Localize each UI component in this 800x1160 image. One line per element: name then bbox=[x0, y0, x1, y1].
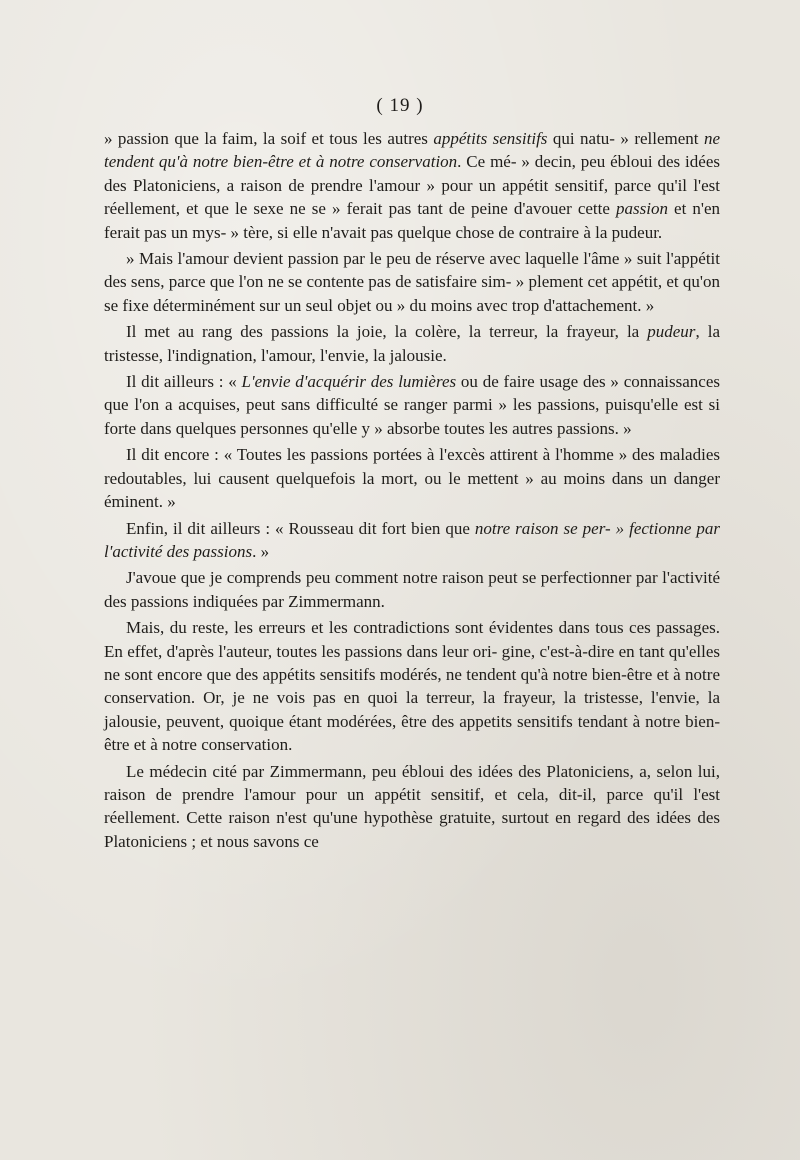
paragraph bbox=[104, 566, 720, 613]
body-text bbox=[104, 127, 720, 856]
text-run: » Mais l'amour devient passion par le peu de réserve avec laquelle l'âme » suit l'appétit des sens, parce que l'on ne se contente pas de satisfaire sim- » plement cet appétit, et qu'on se fixe déterminément sur un seul objet ou » du moins avec trop d'attachement. » bbox=[104, 249, 720, 315]
paragraph bbox=[104, 247, 720, 317]
text-run: Il dit encore : « Toutes les passions portées à l'excès attirent à l'homme » des maladies redoutables, lui causent quelquefois la mort, ou le mettent » au moins dans un danger éminent. » bbox=[104, 445, 720, 512]
paragraph bbox=[104, 320, 720, 367]
text-run: Enfin, il dit ailleurs : « Rousseau dit fort bien que bbox=[126, 518, 475, 538]
text-run: qui natu- » rellement bbox=[547, 129, 704, 148]
text-run: . » bbox=[252, 541, 270, 561]
paragraph bbox=[104, 760, 720, 854]
text-run: et n'en ferait pas un mys- » tère, si elle n'avait pas quelque chose de contraire à la pudeur. bbox=[104, 199, 720, 242]
text-run: . Ce mé- » decin, peu ébloui des idées des Platoniciens, a raison de prendre l'amour » pour un appétit sensitif, parce qu'il l'est réellement, et que le sexe ne se » ferait pas tant de peine d'avouer cette bbox=[104, 152, 720, 219]
text-run: Mais, du reste, les erreurs et les contradictions sont évidentes dans tous ces passages. En effet, d'après l'auteur, toutes les passions dans leur ori- gine, c'est-à-dire en tant qu'elles ne sont encore que des appétits sensitifs modérés, ne tendent qu'à notre bien-être et à notre conservation. Or, je ne vois pas en quoi la terreur, la frayeur, la tristesse, l'envie, la jalousie, peuvent, quoique étant modérées, être des appetits sensitifs tendant à notre bien-être et à notre conservation. bbox=[104, 618, 720, 755]
italic-text-run: ne tendent qu'à notre bien-être et à notre conservation bbox=[104, 129, 721, 172]
text-run: Le médecin cité par Zimmermann, peu ébloui des idées des Platoniciens, a, selon lui, raison de prendre l'amour pour un appétit sensitif, et cela, dit-il, parce qu'il l'est réellement. Cette raison n'est qu'une hypothèse gratuite, surtout en regard des idées des Platoniciens ; et nous savons ce bbox=[104, 761, 720, 851]
text-run: J'avoue que je comprends peu comment notre raison peut se perfectionner par l'activité des passions indiquées par Zimmermann. bbox=[104, 568, 720, 611]
text-run: » passion que la faim, la soif et tous les autres bbox=[104, 129, 434, 148]
text-run: Il dit ailleurs : « bbox=[126, 372, 242, 392]
page-number: ( 19 ) bbox=[376, 95, 424, 116]
italic-text-run: pudeur bbox=[647, 322, 696, 342]
text-run: Il met au rang des passions la joie, la colère, la terreur, la frayeur, la bbox=[126, 322, 648, 342]
paragraph bbox=[104, 127, 720, 244]
paragraph bbox=[104, 370, 720, 440]
paragraph bbox=[104, 443, 720, 513]
italic-text-run: notre raison se per- » fectionne par l'activité des passions bbox=[104, 518, 720, 561]
italic-text-run: passion bbox=[615, 199, 668, 219]
text-run: , la tristesse, l'indignation, l'amour, l'envie, la jalousie. bbox=[104, 322, 720, 365]
italic-text-run: appétits sensitifs bbox=[433, 129, 548, 148]
text-run: ou de faire usage des » connaissances que l'on a acquises, peut sans difficulté se ranger parmi » les passions, puisqu'elle est si forte dans quelques personnes qu'elle y » absorbe toutes les autres passions. » bbox=[104, 372, 720, 438]
paragraph bbox=[104, 616, 720, 756]
italic-text-run: L'envie d'acquérir des lumières bbox=[241, 372, 457, 392]
paragraph bbox=[104, 517, 720, 564]
